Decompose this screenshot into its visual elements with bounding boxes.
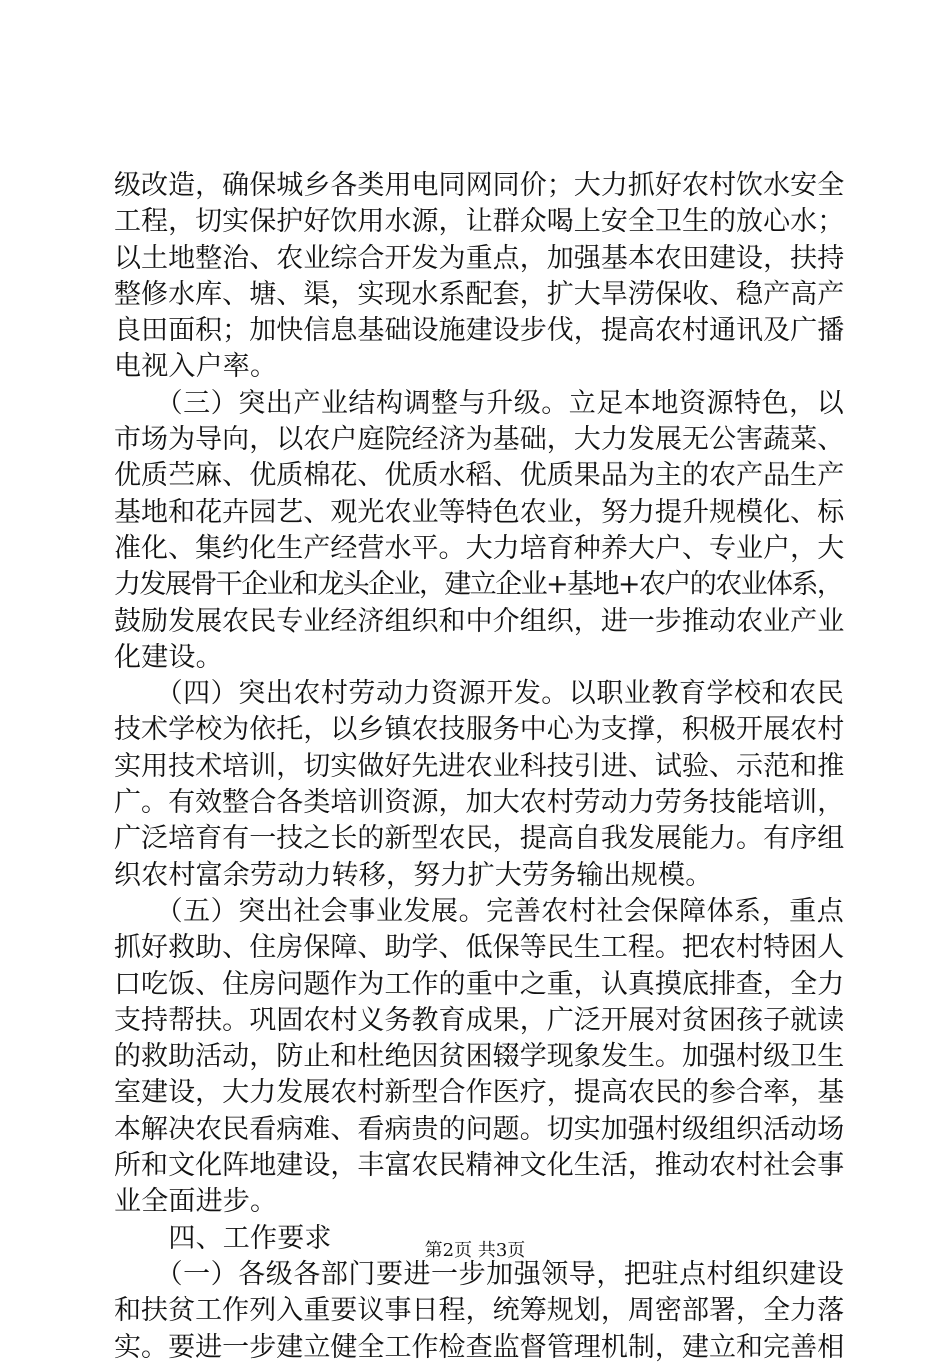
text-line: 抓好救助、住房保障、助学、低保等民生工程。把农村特困人 bbox=[114, 932, 845, 964]
text-line: （一）各级各部门要进一步加强领导，把驻点村组织建设 bbox=[114, 1258, 845, 1290]
text-line: 技术学校为依托，以乡镇农技服务中心为支撑，积极开展农村 bbox=[114, 714, 845, 746]
text-line: 的救助活动，防止和杜绝因贫困辍学现象发生。加强村级卫生 bbox=[114, 1041, 845, 1073]
text-line: 整修水库、塘、渠，实现水系配套，扩大旱涝保收、稳产高产 bbox=[114, 278, 845, 310]
text-line: （三）突出产业结构调整与升级。立足本地资源特色，以 bbox=[114, 387, 845, 419]
text-line: 支持帮扶。巩固农村义务教育成果，广泛开展对贫困孩子就读 bbox=[114, 1004, 845, 1036]
text-line: 基地和花卉园艺、观光农业等特色农业，努力提升规模化、标 bbox=[114, 496, 845, 528]
text-line: 良田面积；加快信息基础设施建设步伐，提高农村通讯及广播 bbox=[114, 315, 845, 347]
text-line: 业全面进步。 bbox=[114, 1186, 278, 1218]
text-line: 工程，切实保护好饮用水源，让群众喝上安全卫生的放心水； bbox=[114, 206, 845, 238]
text-line: 力发展骨干企业和龙头企业，建立企业+基地+农户的农业体系， bbox=[114, 569, 843, 601]
text-line: 电视入户率。 bbox=[114, 351, 278, 383]
text-line: 本解决农民看病难、看病贵的问题。切实加强村级组织活动场 bbox=[114, 1113, 845, 1145]
text-line: （五）突出社会事业发展。完善农村社会保障体系，重点 bbox=[114, 895, 845, 927]
text-line: 室建设，大力发展农村新型合作医疗，提高农民的参合率，基 bbox=[114, 1077, 845, 1109]
text-line: 所和文化阵地建设，丰富农民精神文化生活，推动农村社会事 bbox=[114, 1150, 845, 1182]
text-line: 准化、集约化生产经营水平。大力培育种养大户、专业户，大 bbox=[114, 532, 845, 564]
text-line: 实。要进一步建立健全工作检查监督管理机制，建立和完善相 bbox=[114, 1331, 845, 1363]
text-line: 广泛培育有一技之长的新型农民，提高自我发展能力。有序组 bbox=[114, 823, 845, 855]
body-text bbox=[114, 168, 844, 1366]
text-line: 鼓励发展农民专业经济组织和中介组织，进一步推动农业产业 bbox=[114, 605, 845, 637]
text-line: 化建设。 bbox=[114, 641, 223, 673]
text-line: 级改造，确保城乡各类用电同网同价；大力抓好农村饮水安全 bbox=[114, 170, 845, 201]
text-line: 实用技术培训，切实做好先进农业科技引进、试验、示范和推 bbox=[114, 750, 845, 782]
page-footer: 第2页 共3页 bbox=[424, 1240, 526, 1261]
text-line: 织农村富余劳动力转移，努力扩大劳务输出规模。 bbox=[114, 859, 713, 891]
text-line: 市场为导向，以农户庭院经济为基础，大力发展无公害蔬菜、 bbox=[114, 424, 845, 456]
text-line: 四、工作要求 bbox=[114, 1222, 332, 1254]
text-line: 广。有效整合各类培训资源，加大农村劳动力劳务技能培训， bbox=[114, 787, 845, 819]
text-line: 优质苎麻、优质棉花、优质水稻、优质果品为主的农产品生产 bbox=[114, 460, 845, 492]
text-line: 口吃饭、住房问题作为工作的重中之重，认真摸底排查，全力 bbox=[114, 968, 845, 1000]
text-line: 和扶贫工作列入重要议事日程，统筹规划，周密部署，全力落 bbox=[114, 1295, 845, 1327]
text-line: 以土地整治、农业综合开发为重点，加强基本农田建设，扶持 bbox=[114, 242, 845, 274]
text-line: （四）突出农村劳动力资源开发。以职业教育学校和农民 bbox=[114, 678, 845, 710]
